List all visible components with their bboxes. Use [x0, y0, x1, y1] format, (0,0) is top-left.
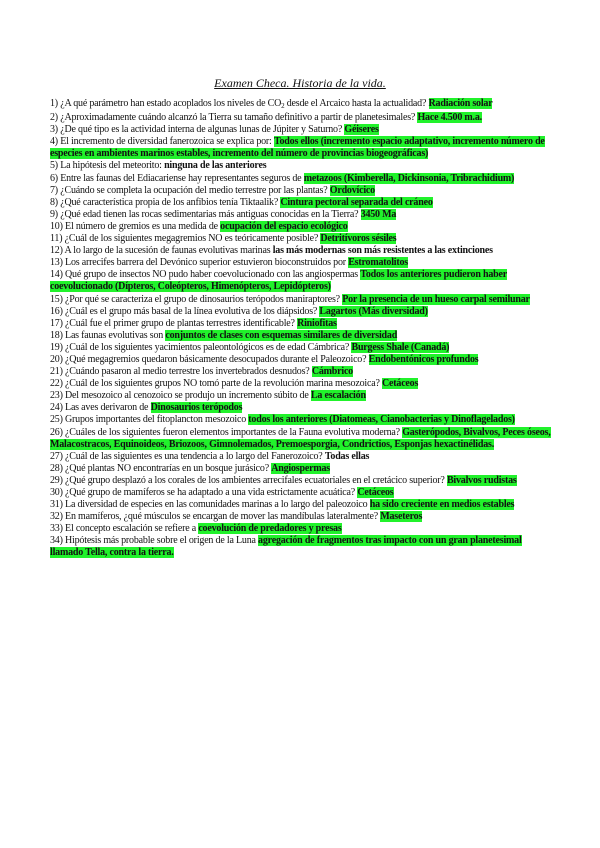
question-item [50, 511, 552, 523]
question-number: 17) [50, 317, 63, 329]
question-text: El concepto escalación se refiere a [62, 523, 199, 535]
question-text: ¿Cuál es el grupo más basal de la línea evolutiva de los diápsidos? [62, 305, 320, 317]
question-item [50, 257, 552, 269]
question-item [50, 499, 552, 511]
question-list [50, 98, 552, 560]
highlighted-answer: conjuntos de clases con esquemas similares de diversidad [165, 329, 398, 341]
highlighted-answer: Gasterópodos, Bivalvos, Peces óseos, Malacostracos, Equinoideos, Briozoos, Gimnolemados, Premoesporgia, Condrictios, Esponjas hexactinélidas. [50, 426, 551, 450]
question-number: 12) [50, 245, 63, 257]
question-text: Grupos importantes del fitoplancton mesozoico [62, 414, 249, 426]
question-text: Las faunas evolutivas son [62, 329, 166, 341]
question-item [50, 451, 552, 463]
question-number: 22) [50, 378, 63, 390]
question-text: ¿Qué grupo desplazó a los corales de los ambientes arrecifales ecuatoriales en el cretácico superior? [62, 474, 447, 486]
question-number: 11) [50, 233, 63, 245]
question-item [50, 463, 552, 475]
question-number: 15) [50, 293, 63, 305]
question-item [50, 366, 552, 378]
question-item [50, 233, 552, 245]
question-number: 9) [50, 208, 58, 220]
question-item [50, 427, 552, 451]
highlighted-answer: Cetáceos [357, 487, 394, 498]
question-text: En mamíferos, ¿qué músculos se encargan de mover las mandíbulas lateralmente? [62, 511, 381, 523]
question-text: desde el Arcaico hasta la actualidad? [284, 98, 429, 109]
answer: ninguna de las anteriores [164, 160, 267, 172]
question-item [50, 487, 552, 499]
highlighted-answer: Hace 4.500 m.a. [417, 112, 482, 124]
question-number: 13) [50, 257, 63, 269]
question-item [50, 269, 552, 293]
question-number: 8) [50, 196, 58, 208]
question-number: 28) [50, 462, 63, 474]
highlighted-answer: agregación de fragmentos tras impacto con un gran planetesimal llamado Tella, contra la tierra. [50, 535, 522, 559]
highlighted-answer: Cintura pectoral separada del cráneo [280, 196, 433, 208]
highlighted-answer: ocupación del espacio ecológico [220, 220, 348, 232]
question-item [50, 136, 552, 160]
question-number: 10) [50, 220, 63, 232]
question-item [50, 173, 552, 185]
question-text: ¿De qué tipo es la actividad interna de algunas lunas de Júpiter y Saturno? [57, 124, 345, 136]
question-text: ¿Cuándo se completa la ocupación del medio terrestre por las plantas? [57, 184, 330, 196]
question-item [50, 523, 552, 535]
question-number: 31) [50, 499, 63, 511]
document-title: Examen Checa. Historia de la vida. [214, 76, 386, 90]
question-text: ¿Cuál fue el primer grupo de plantas terrestres identificable? [62, 317, 298, 329]
question-text: ¿Por qué se caracteriza el grupo de dinosaurios terópodos maniraptores? [62, 293, 343, 305]
highlighted-answer: Géiseres [344, 124, 379, 136]
question-item [50, 160, 552, 172]
question-text: El número de gremios es una medida de [62, 220, 221, 232]
highlighted-answer: Cetáceos [382, 378, 419, 390]
question-number: 26) [50, 426, 63, 438]
question-item [50, 98, 552, 112]
question-text: Las aves derivaron de [62, 402, 151, 414]
question-number: 5) [50, 160, 58, 172]
highlighted-answer: 3450 Ma [360, 208, 397, 220]
question-number: 34) [50, 535, 63, 547]
question-text: Del mesozoico al cenozoico se produjo un incremento súbito de [62, 390, 311, 402]
question-item [50, 330, 552, 342]
highlighted-answer: Ordovícico [329, 184, 375, 196]
question-number: 27) [50, 450, 63, 462]
question-text: A lo largo de la sucesión de faunas evolutivas marinas [62, 245, 273, 257]
question-number: 4) [50, 136, 58, 148]
question-number: 18) [50, 329, 63, 341]
question-number: 30) [50, 487, 63, 498]
question-item [50, 378, 552, 390]
highlighted-answer: Riniofitas [297, 317, 337, 329]
highlighted-answer: metazoos (Kimberella, Dickinsonia, Tribrachidium) [303, 172, 515, 184]
question-text: ¿Cuál de los siguientes megagremios NO es teóricamente posible? [62, 233, 321, 245]
question-number: 2) [50, 112, 58, 124]
answer: Todas ellas [324, 450, 370, 462]
question-text: ¿Qué grupo de mamíferos se ha adaptado a una vida estrictamente acuática? [62, 487, 358, 498]
question-text: ¿Qué edad tienen las rocas sedimentarias más antiguas conocidas en la Tierra? [57, 208, 361, 220]
question-item [50, 221, 552, 233]
question-item [50, 342, 552, 354]
question-number: 24) [50, 402, 63, 414]
question-number: 7) [50, 184, 58, 196]
question-text: Qué grupo de insectos NO pudo haber coevolucionado con las angiospermas [62, 269, 361, 281]
highlighted-answer: Detritívoros sésiles [320, 233, 397, 245]
question-number: 25) [50, 414, 63, 426]
highlighted-answer: Maseteros [380, 511, 423, 523]
question-number: 16) [50, 305, 63, 317]
highlighted-answer: Cámbrico [311, 366, 353, 378]
question-item [50, 112, 552, 124]
question-item [50, 402, 552, 414]
question-text: La hipótesis del meteorito: [57, 160, 165, 172]
question-number: 29) [50, 474, 63, 486]
highlighted-answer: Angiospermas [271, 462, 330, 474]
question-number: 20) [50, 353, 63, 365]
answer: las más modernas son más resistentes a las extinciones [272, 245, 493, 257]
question-item [50, 390, 552, 402]
question-item [50, 354, 552, 366]
question-text: ¿Qué megagremios quedaron básicamente desocupados durante el Paleozoico? [62, 353, 369, 365]
highlighted-answer: Estromatolitos [348, 257, 408, 269]
question-item [50, 124, 552, 136]
highlighted-answer: Dinosaurios terópodos [150, 402, 243, 414]
question-number: 14) [50, 269, 63, 281]
question-number: 23) [50, 390, 63, 402]
highlighted-answer: La escalación [310, 390, 366, 402]
question-number: 32) [50, 511, 63, 523]
highlighted-answer: Todos ellos (incremento espacio adaptativo, incremento número de especies en ambientes marinos estables, incremento del número de provincias biogeográficas) [50, 136, 545, 160]
highlighted-answer: ha sido creciente en medios estables [369, 499, 515, 511]
question-text: Los arrecifes barrera del Devónico superior estuvieron bioconstruidos por [62, 257, 349, 269]
question-text: ¿Cuál de los siguientes yacimientos paleontológicos es de edad Cámbrica? [62, 341, 352, 353]
question-text: Hipótesis más probable sobre el origen de la Luna [62, 535, 259, 547]
question-text: ¿Cuál de las siguientes es una tendencia a lo largo del Fanerozoico? [62, 450, 325, 462]
question-item [50, 414, 552, 426]
highlighted-answer: Burgess Shale (Canadá) [351, 341, 450, 353]
subscript: 2 [281, 102, 285, 110]
highlighted-answer: Bivalvos rudistas [446, 474, 517, 486]
question-item [50, 185, 552, 197]
question-item [50, 197, 552, 209]
question-text: ¿Qué plantas NO encontrarías en un bosque jurásico? [62, 462, 272, 474]
question-item [50, 475, 552, 487]
question-item [50, 294, 552, 306]
highlighted-answer: coevolución de predadores y presas [198, 523, 342, 535]
question-number: 19) [50, 341, 63, 353]
question-item [50, 318, 552, 330]
question-text: El incremento de diversidad fanerozoica se explica por: [57, 136, 274, 148]
question-text: ¿Qué característica propia de los anfibios tenía Tiktaalik? [57, 196, 281, 208]
highlighted-answer: Lagartos (Más diversidad) [319, 305, 428, 317]
question-item [50, 306, 552, 318]
question-text: ¿Aproximadamente cuándo alcanzó la Tierra su tamaño definitivo a partir de planetesimales? [57, 112, 418, 124]
question-item [50, 209, 552, 221]
question-item [50, 245, 552, 257]
question-text: ¿Cuándo pasaron al medio terrestre los invertebrados desnudos? [62, 366, 312, 378]
highlighted-answer: Por la presencia de un hueso carpal semilunar [342, 293, 530, 305]
highlighted-answer: Endobentónicos profundos [368, 353, 479, 365]
question-number: 21) [50, 366, 63, 378]
question-text: Entre las faunas del Ediacariense hay representantes seguros de [57, 172, 304, 184]
question-number: 33) [50, 523, 63, 535]
question-text: ¿Cuáles de los siguientes fueron elementos importantes de la Fauna evolutiva moderna? [62, 426, 403, 438]
question-number: 6) [50, 172, 58, 184]
highlighted-answer: Todos los anteriores pudieron haber coevolucionado (Dípteros, Coleópteros, Himenópteros, Lepidópteros) [50, 269, 508, 293]
question-number: 3) [50, 124, 58, 136]
question-text: La diversidad de especies en las comunidades marinas a lo largo del paleozoico [62, 499, 370, 511]
highlighted-answer: todos los anteriores (Diatomeas, Cianobacterias y Dinoflagelados) [248, 414, 515, 426]
question-number: 1) [50, 98, 58, 109]
question-text: ¿Cuál de los siguientes grupos NO tomó parte de la revolución marina mesozoica? [62, 378, 382, 390]
question-item [50, 535, 552, 559]
highlighted-answer: Radiación solar [428, 98, 493, 109]
question-text: ¿A qué parámetro han estado acoplados los niveles de CO [57, 98, 282, 109]
